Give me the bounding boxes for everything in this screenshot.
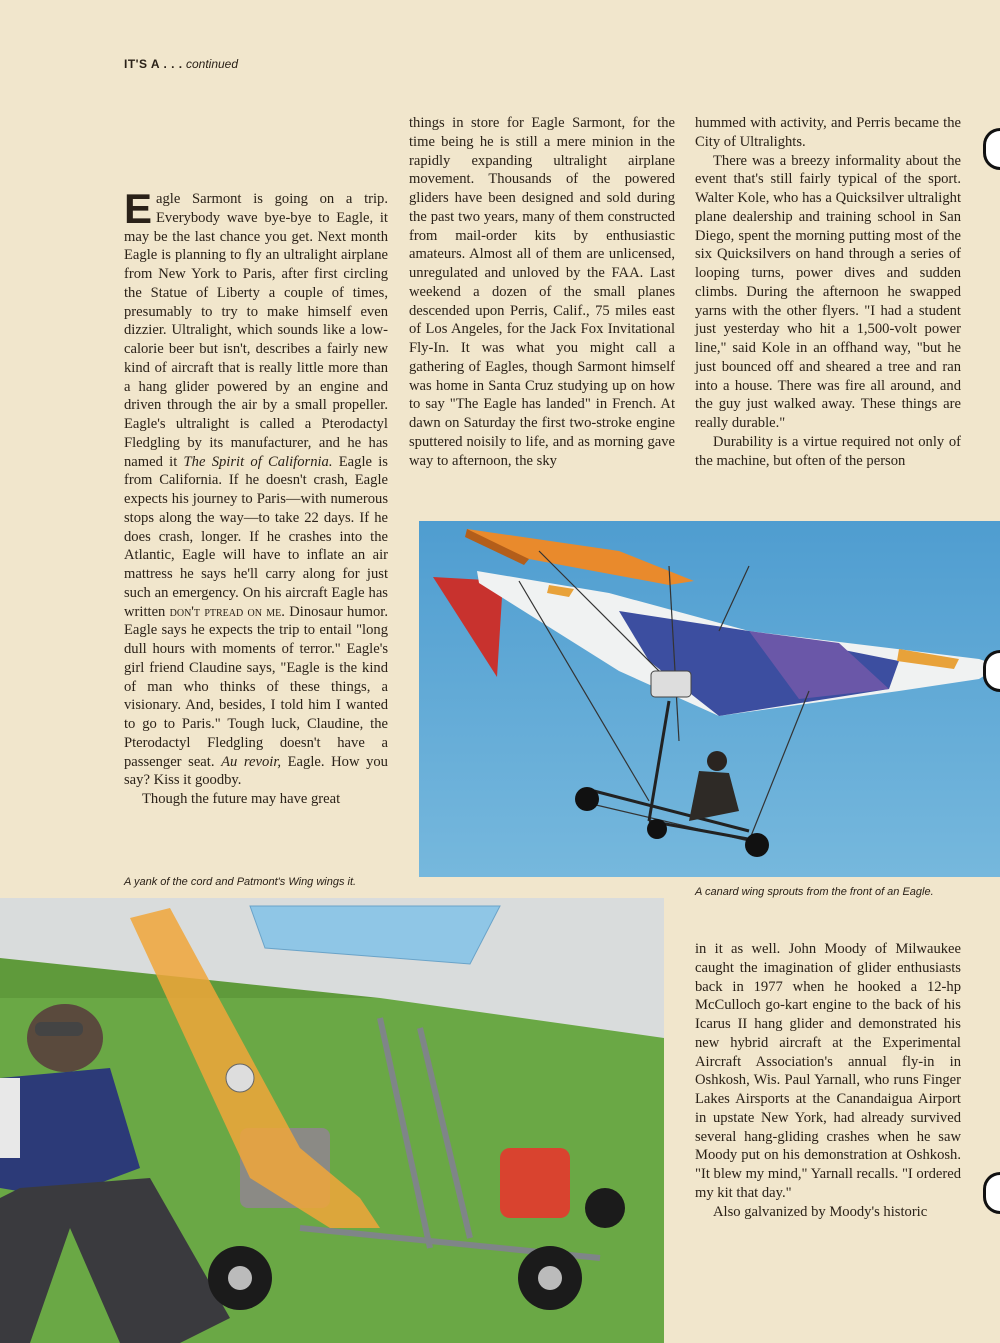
paragraph-text: Eagle is from California. If he doesn't crash, Eagle expects his journey to Paris—with numerous stops along the way—to take 22 days. If he does crash, longer. If he crashes into the Atlantic, Eagle will have to inflate an air mattress he says he'll carry along for just such an emergency. On his aircraft Eagle has written	[124, 453, 388, 620]
article-paragraph: Also galvanized by Moody's historic	[713, 1203, 928, 1220]
bottom-photo-caption: A yank of the cord and Patmont's Wing wings it.	[124, 876, 357, 888]
paragraph-text: agle Sarmont is going on a trip. Everybody wave bye-bye to Eagle, it may be the last chance you get. Next month Eagle is planning to fly an ultralight airplane from New York to Paris, after first circling the Statue of Liberty a couple of times, presumably to try to make himself even dizzier. Ultralight, which sounds like a low-calorie beer but isn't, describes a fairly new kind of aircraft that is really little more than a hang glider powered by an engine and driven through the air by a small propeller. Eagle's ultralight is called a Pterodactyl Fledgling by its manufacturer, and he has named it	[124, 191, 388, 470]
binder-hole-top	[983, 128, 1000, 170]
article-paragraph: Durability is a virtue required not only of the machine, but often of the person	[695, 433, 961, 469]
header-continued: continued	[185, 57, 239, 71]
paragraph-text: Eagle. How you say? Kiss it goodby.	[124, 753, 388, 789]
article-column-4	[695, 940, 961, 1221]
running-header	[124, 57, 238, 71]
article-paragraph: things in store for Eagle Sarmont, for the time being he is still a mere minion in the rapidly expanding ultralight airplane movement. Thousands of the powered gliders have been designed and sold during the past two years, many of them constructed from mail-order kits by enthusiastic amateurs. Almost all of them are unlicensed, unregulated and unloved by the FAA. Last weekend a dozen of the small planes descended upon Perris, Calif., 75 miles east of Los Angeles, for the Jack Fox Invitational Fly-In. It was what you might call a gathering of Eagles, though Sarmont himself was home in Santa Cruz studying up on how to say "The Eagle has landed" in French. At dawn on Saturday the first two-stroke engine sputtered noisily to life, and as morning gave way to afternoon, the sky	[409, 115, 675, 469]
article-paragraph: in it as well. John Moody of Milwaukee caught the imagination of glider enthusiasts back in 1977 when he hooked a 12-hp McCulloch go-kart engine to the back of his Icarus II hang glider and demonstrated his new hybrid aircraft at the Experimental Aircraft Association's annual fly-in in Oshkosh, Wis. Paul Yarnall, who runs Finger Lakes Airsports at the Canandaigua Airport in upstate New York, had already survived several hang-gliding crashes when he saw Moody put on his demonstration at Oshkosh. "It blew my mind," Yarnall recalls. "I ordered my kit that day."	[695, 941, 961, 1201]
french-phrase: Au revoir,	[221, 753, 282, 770]
article-paragraph: There was a breezy informality about the event that's still fairly typical of the sport. Walter Kole, who has a Quicksilver ultralight plane dealership and training school in San Diego, spent the morning putting most of the six Quicksilvers on hand through a series of looping turns, power dives and sudden climbs. During the afternoon he swapped yarns with the other flyers. "I had a student just yesterday who hit a 1,500-volt power line," said Kole in an offhand way, "but he just bounced off and sheared a tree and ran into a house. There was fire all around, and the guy just walked away. These things are really durable."	[695, 152, 961, 431]
article-paragraph	[124, 185, 388, 790]
aircraft-name: The Spirit of California.	[183, 453, 333, 470]
drop-cap: E	[124, 185, 153, 232]
binder-hole-bottom	[983, 1172, 1000, 1214]
aircraft-slogan: don't ptread on me.	[169, 603, 285, 620]
article-paragraph: Though the future may have great	[142, 791, 341, 807]
sky-photo-caption: A canard wing sprouts from the front of an Eagle.	[695, 886, 934, 898]
patmont-wing-ground-photo	[0, 898, 664, 1343]
article-column-2	[409, 114, 675, 470]
paragraph-text: Dinosaur humor. Eagle says he expects the trip to entail "long dull hours with moments of terror." Eagle's girl friend Claudine says, "Eagle is the kind of man who thinks of these things, a visionary. And, besides, I told him I wanted to go to Paris." Tough luck, Claudine, the Pterodactyl Fledgling doesn't have a passenger seat.	[124, 603, 388, 770]
article-paragraph: hummed with activity, and Perris became the City of Ultralights.	[695, 115, 961, 150]
header-title: IT'S A . . .	[124, 57, 183, 71]
article-column-1	[124, 185, 388, 809]
ultralight-sky-photo	[419, 521, 1000, 877]
article-column-3	[695, 114, 961, 470]
